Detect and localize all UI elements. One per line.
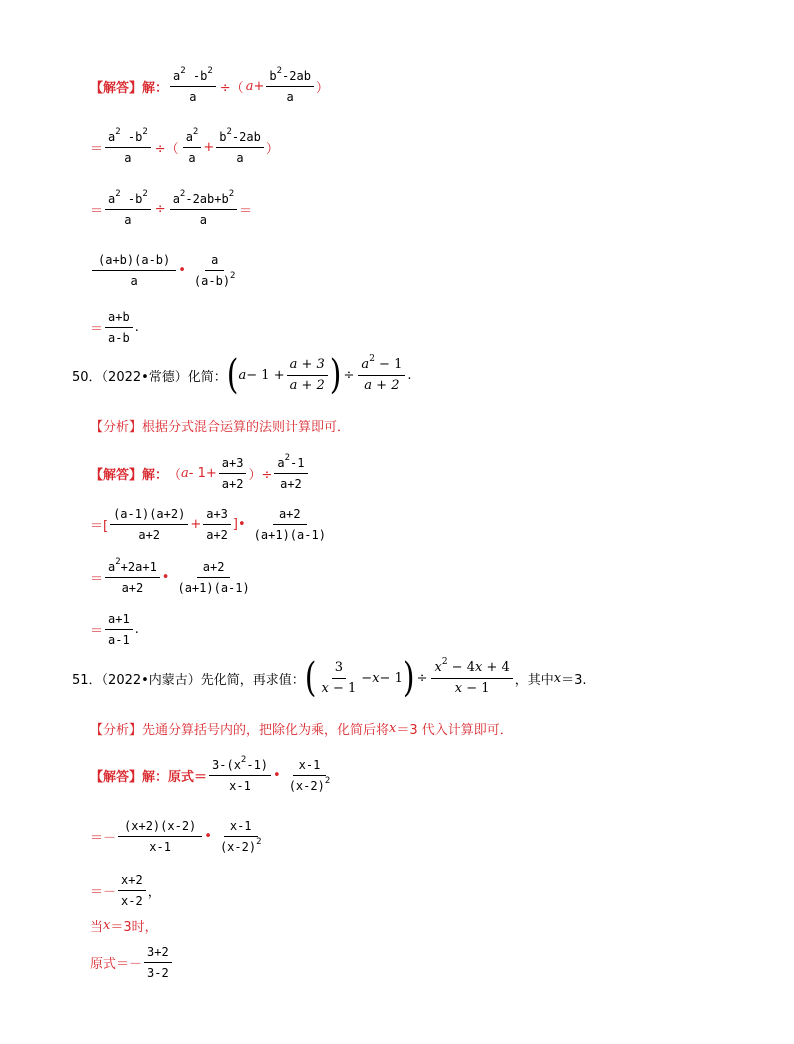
p51-solution-line-3: ＝－ $\frac{x+2}{x-2}$ ， — [90, 873, 161, 908]
p51-solution-line-4: 当 x ＝3时， — [90, 918, 158, 935]
p49-solution-line-5: ＝ $\frac{a+b}{a-b}$ . — [90, 310, 139, 345]
fraction: $\frac{x-1}{(x-2)^2}$ — [219, 819, 262, 854]
fraction: $\frac{a^2+2a+1}{a+2}$ — [105, 559, 160, 596]
p50-question: 50．（2022•常德）化简： ( a − 1 + $\frac{a + 3}{a + 2}$ ) ÷ $\frac{a^2 - 1}{a + 2}$ . — [72, 351, 412, 399]
fraction: $\frac{a^2-2ab+b^2}{a}$ — [170, 191, 237, 228]
fraction: $\frac{a + 3}{a + 2}$ — [287, 357, 328, 394]
fraction: $\frac{a^2 - 1}{a + 2}$ — [358, 357, 405, 394]
p49-solution-line-3: ＝ $\frac{a^2 -b^2}{a}$ ÷ $\frac{a^2-2ab+b^2}{a}$ ＝ — [90, 189, 253, 227]
p51-solution-line-2: ＝－ $\frac{(x+2)(x-2)}{x-1}$ • $\frac{x-1}{(x-2)^2}$ — [90, 818, 269, 855]
p49-solution-line-1: 【解答】解： $\frac{a^2 -b^2}{a}$ ÷（ a + $\frac{b^2-2ab}{a}$ ） — [90, 66, 329, 104]
fraction: $\frac{a+3}{a+2}$ — [219, 455, 247, 492]
fraction: $\frac{a^2 -b^2}{a}$ — [170, 68, 216, 105]
fraction: $\frac{x-1}{(x-2)^2}$ — [288, 758, 331, 793]
fraction: $\frac{3}{x - 1}$ — [321, 660, 357, 696]
fraction: $\frac{a+2}{(a+1)(a-1)}$ — [177, 560, 250, 595]
fraction: $\frac{a+2}{(a+1)(a-1)}$ — [253, 507, 326, 542]
fraction: $\frac{x^2 - 4x + 4}{x - 1}$ — [431, 660, 512, 697]
fraction: $\frac{a^2-1}{a+2}$ — [274, 455, 307, 492]
fraction: $\frac{(a+b)(a-b)}{a}$ — [92, 252, 176, 289]
question-label: 50．（2022•常德）化简： — [72, 370, 227, 385]
p51-question: 51．（2022•内蒙古）先化简，再求值： ( $\frac{3}{x - 1}$ − x − 1 ) ÷ $\frac{x^2 - 4x + 4}{x - 1}$ ，其中 x ＝3. — [72, 654, 587, 702]
fraction: $\frac{a^2 -b^2}{a}$ — [105, 129, 151, 166]
p49-solution-line-4: $\frac{(a+b)(a-b)}{a}$ • $\frac{a}{(a-b)^2}$ — [90, 252, 243, 289]
p51-analysis: 【分析】先通分算括号内的，把除化为乘，化简后将 x ＝3 代入计算即可． — [90, 721, 513, 738]
p50-analysis: 【分析】根据分式混合运算的法则计算即可． — [90, 420, 351, 435]
fraction: $\frac{3+2}{3-2}$ — [144, 944, 172, 981]
fraction: $\frac{b^2-2ab}{a}$ — [216, 129, 264, 166]
p50-solution-line-3: ＝ $\frac{a^2+2a+1}{a+2}$ • $\frac{a+2}{(a+1)(a-1)}$ — [90, 559, 258, 596]
fraction: $\frac{a}{(a-b)^2}$ — [193, 253, 236, 288]
fraction: $\frac{a+3}{a+2}$ — [203, 506, 231, 543]
answer-label: 【解答】解：原式＝ — [90, 770, 208, 785]
question-label: 51．（2022•内蒙古）先化简，再求值： — [72, 673, 305, 688]
answer-label: 【解答】解： — [90, 468, 169, 483]
p50-solution-line-4: ＝ $\frac{a+1}{a-1}$ . — [90, 612, 139, 647]
answer-label: 【解答】解： — [90, 81, 169, 96]
p50-solution-line-1: 【解答】解： （ a - 1+ $\frac{a+3}{a+2}$ ）÷ $\frac{a^2-1}{a+2}$ — [90, 455, 310, 492]
p51-solution-line-5: 原式＝－ $\frac{3+2}{3-2}$ — [90, 944, 174, 981]
p51-solution-line-1: 【解答】解：原式＝ $\frac{3-(x^2-1)}{x-1}$ • $\frac{x-1}{(x-2)^2}$ — [90, 757, 338, 794]
p50-solution-line-2: ＝[ $\frac{(a-1)(a+2)}{a+2}$ + $\frac{a+3}{a+2}$ ]• $\frac{a+2}{(a+1)(a-1)}$ — [90, 506, 334, 543]
p49-solution-line-2: ＝ $\frac{a^2 -b^2}{a}$ ÷（ $\frac{a^2}{a}$ + $\frac{b^2-2ab}{a}$ ） — [90, 127, 279, 165]
fraction: $\frac{a^2}{a}$ — [183, 129, 202, 166]
fraction: $\frac{x+2}{x-2}$ — [118, 872, 146, 909]
fraction: $\frac{3-(x^2-1)}{x-1}$ — [209, 757, 271, 794]
fraction: $\frac{(a-1)(a+2)}{a+2}$ — [110, 506, 188, 543]
fraction: $\frac{a^2 -b^2}{a}$ — [105, 191, 151, 228]
fraction: $\frac{a+b}{a-b}$ — [105, 309, 133, 346]
fraction: $\frac{(x+2)(x-2)}{x-1}$ — [118, 818, 202, 855]
fraction: $\frac{b^2-2ab}{a}$ — [266, 68, 314, 105]
fraction: $\frac{a+1}{a-1}$ — [105, 611, 133, 648]
